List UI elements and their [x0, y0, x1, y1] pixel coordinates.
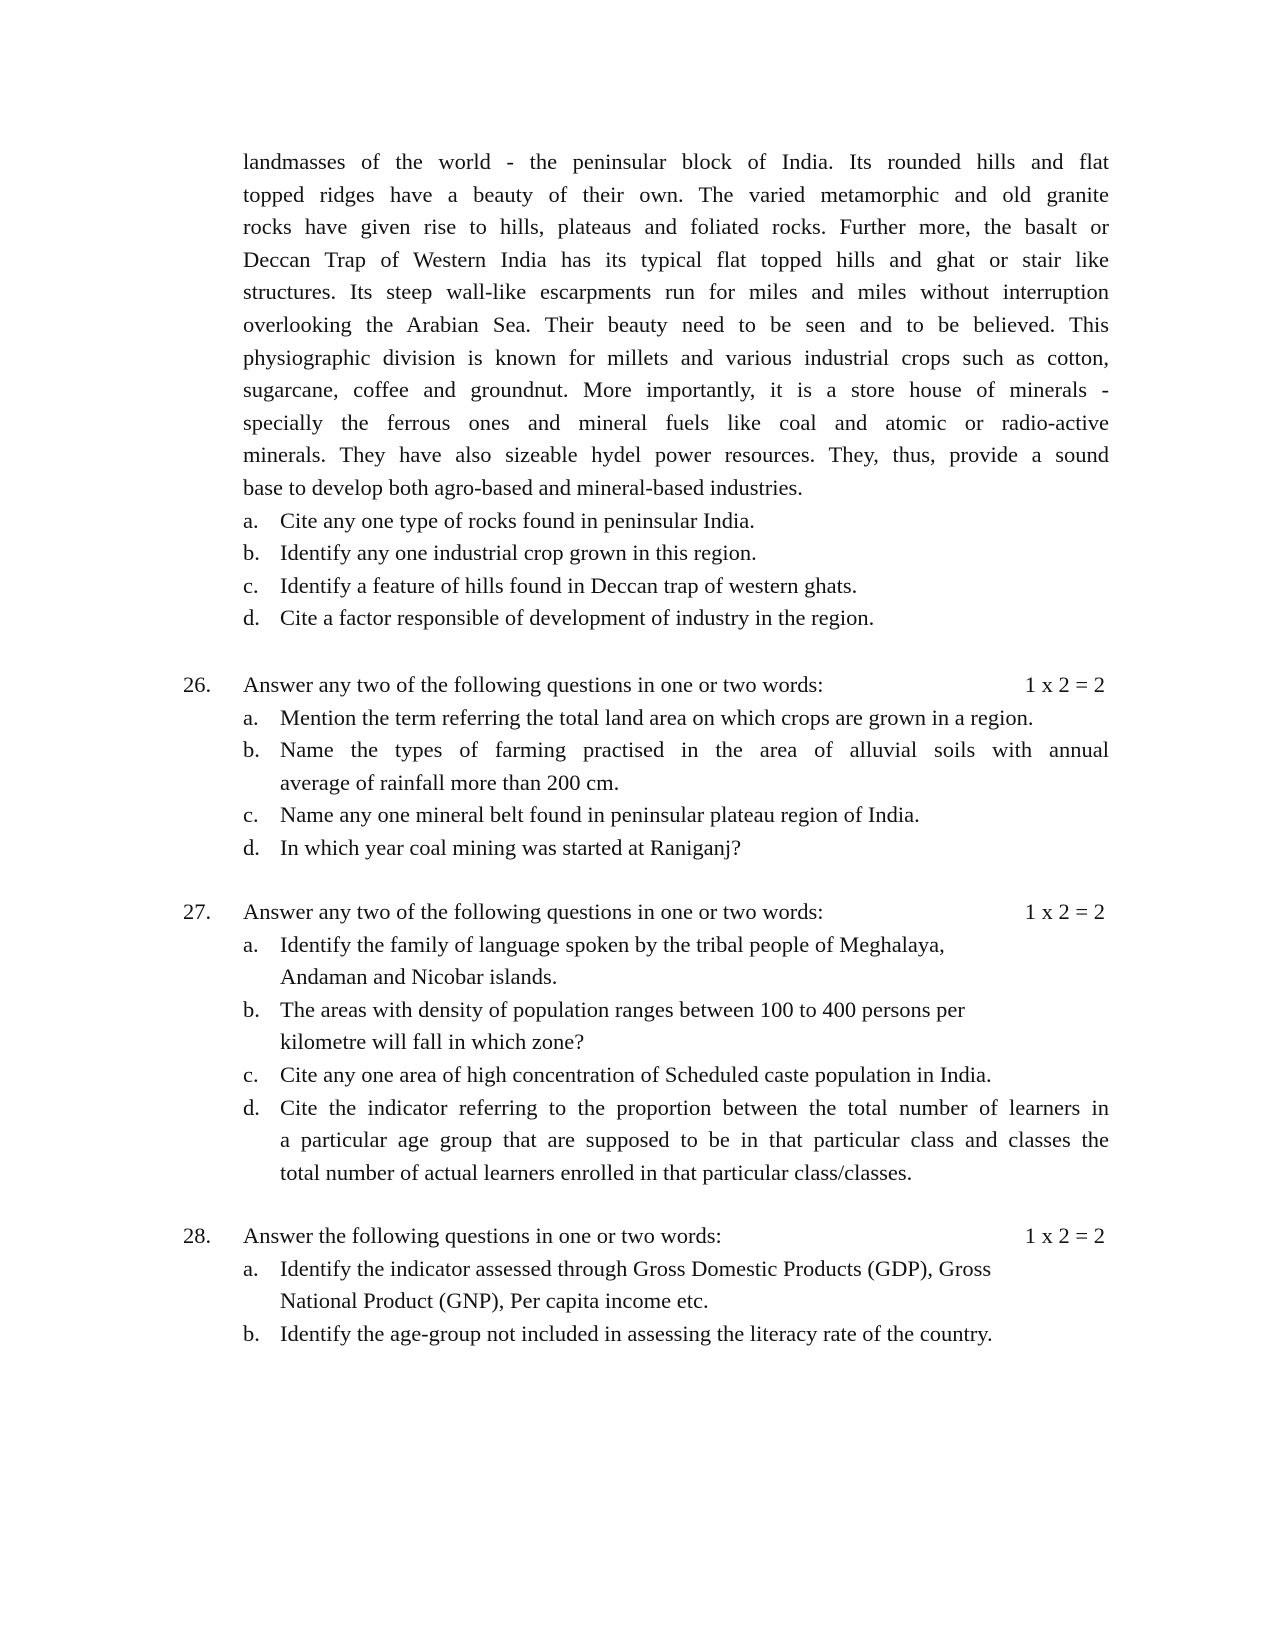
passage-question-item [243, 505, 1109, 538]
question-28 [183, 1220, 1109, 1350]
item-letter: a. [243, 1255, 259, 1281]
item-letter: b. [243, 996, 260, 1022]
item-text [280, 1059, 1109, 1092]
item-line: Identify a feature of hills found in Deccan trap of western ghats. [280, 572, 858, 598]
item-text [280, 929, 1109, 994]
item-letter: b. [243, 737, 260, 763]
question-item [243, 734, 1109, 799]
question-header [183, 896, 1109, 929]
item-line: a particular age group that are supposed to be in that particular class and classes the [280, 1127, 1109, 1153]
question-item [243, 929, 1109, 994]
item-text [280, 734, 1109, 799]
item-line: Identify the indicator assessed through Gross Domestic Products (GDP), Gross [280, 1255, 992, 1281]
question-number: 26. [183, 672, 212, 697]
question-item-list [243, 929, 1109, 1190]
item-text [280, 832, 1109, 865]
item-line: Identify any one industrial crop grown in this region. [280, 540, 757, 566]
item-letter: c. [243, 1061, 259, 1087]
passage-line: base to develop both agro-based and mineral-based industries. [243, 474, 803, 500]
item-letter: a. [243, 931, 259, 957]
passage-text [243, 146, 1109, 635]
item-text [280, 1253, 1109, 1318]
question-item [243, 994, 1109, 1059]
item-line: Cite any one type of rocks found in peninsular India. [280, 507, 755, 533]
item-letter: c. [243, 572, 259, 598]
item-line: Andaman and Nicobar islands. [280, 964, 558, 990]
passage-question-item [243, 537, 1109, 570]
item-line: average of rainfall more than 200 cm. [280, 769, 620, 795]
item-line: The areas with density of population ranges between 100 to 400 persons per [280, 996, 965, 1022]
item-letter: b. [243, 1320, 260, 1346]
question-item [243, 832, 1109, 865]
item-line: Cite a factor responsible of development of industry in the region. [280, 605, 875, 631]
item-letter: c. [243, 802, 259, 828]
item-line: Name any one mineral belt found in peninsular plateau region of India. [280, 802, 920, 828]
question-text: Answer any two of the following questions in one or two words: [243, 899, 824, 924]
passage-line: minerals. They have also sizeable hydel power resources. They, thus, provide a sound [243, 442, 1109, 468]
item-line: Mention the term referring the total land area on which crops are grown in a region. [280, 704, 1034, 730]
item-line: National Product (GNP), Per capita income etc. [280, 1288, 709, 1314]
passage-line: landmasses of the world - the peninsular block of India. Its rounded hills and flat [243, 149, 1109, 174]
question-number: 27. [183, 899, 212, 924]
question-item [243, 1318, 1109, 1351]
item-letter: d. [243, 605, 260, 631]
question-marks: 1 x 2 = 2 [1024, 672, 1105, 697]
question-item [243, 799, 1109, 832]
item-letter: a. [243, 704, 259, 730]
item-letter: a. [243, 507, 259, 533]
item-line: total number of actual learners enrolled in that particular class/classes. [280, 1159, 913, 1185]
question-item-list [243, 1253, 1109, 1351]
question-number: 28. [183, 1223, 212, 1248]
question-item [243, 1059, 1109, 1092]
passage-line: structures. Its steep wall-like escarpments run for miles and miles without interruption [243, 279, 1109, 305]
item-text [280, 537, 1109, 570]
question-header [183, 1220, 1109, 1253]
item-line: Cite any one area of high concentration of Scheduled caste population in India. [280, 1061, 992, 1087]
item-text [280, 799, 1109, 832]
item-text [280, 1092, 1109, 1190]
item-line: Name the types of farming practised in the area of alluvial soils with annual [280, 737, 1109, 763]
question-27 [183, 896, 1109, 1189]
item-letter: d. [243, 1094, 260, 1120]
passage-line: topped ridges have a beauty of their own. The varied metamorphic and old granite [243, 181, 1109, 207]
item-line: kilometre will fall in which zone? [280, 1029, 585, 1055]
item-text [280, 994, 1109, 1059]
question-item-list [243, 702, 1109, 865]
question-26 [183, 669, 1109, 865]
item-text [280, 570, 1109, 603]
item-letter: d. [243, 834, 260, 860]
item-text [280, 505, 1109, 538]
question-item [243, 702, 1109, 735]
passage-line: physiographic division is known for millets and various industrial crops such as cotton, [243, 344, 1109, 370]
question-item [243, 1253, 1109, 1318]
question-header [183, 669, 1109, 702]
item-text [280, 1318, 1109, 1351]
passage-line: specially the ferrous ones and mineral fuels like coal and atomic or radio-active [243, 409, 1109, 435]
passage-line: overlooking the Arabian Sea. Their beauty need to be seen and to be believed. This [243, 311, 1109, 337]
item-line: Identify the age-group not included in assessing the literacy rate of the country. [280, 1320, 993, 1346]
passage-line: sugarcane, coffee and groundnut. More importantly, it is a store house of minerals - [243, 377, 1109, 403]
question-marks: 1 x 2 = 2 [1024, 899, 1105, 924]
item-line: In which year coal mining was started at Raniganj? [280, 834, 742, 860]
item-text [280, 702, 1109, 735]
passage-question-list [243, 505, 1109, 635]
passage-question-item [243, 602, 1109, 635]
item-letter: b. [243, 540, 260, 566]
passage-line: rocks have given rise to hills, plateaus and foliated rocks. Further more, the basalt or [243, 214, 1109, 240]
question-item [243, 1092, 1109, 1190]
item-text [280, 602, 1109, 635]
question-marks: 1 x 2 = 2 [1024, 1223, 1105, 1248]
passage-line: Deccan Trap of Western India has its typical flat topped hills and ghat or stair like [243, 246, 1109, 272]
item-line: Cite the indicator referring to the proportion between the total number of learners in [280, 1094, 1109, 1120]
question-text: Answer the following questions in one or two words: [243, 1223, 722, 1248]
item-line: Identify the family of language spoken by the tribal people of Meghalaya, [280, 931, 945, 957]
passage-question-item [243, 570, 1109, 603]
question-text: Answer any two of the following questions in one or two words: [243, 672, 824, 697]
